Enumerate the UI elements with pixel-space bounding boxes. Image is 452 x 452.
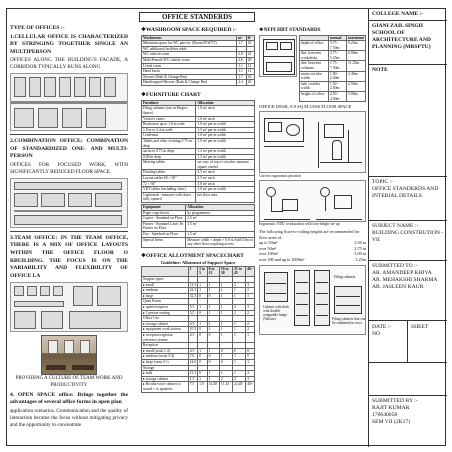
table-cell: Paper copy boxes: [142, 210, 186, 216]
combination-office-heading: 2.COMBINATION OFFICE: COMBINATION OF STANDARDIZED ONE- AND MULTI-PERSON: [10, 138, 128, 160]
sheet-cell: [408, 321, 447, 362]
submitted-to-cell: [369, 261, 447, 321]
open-office-text: application scenarios. Communication and the quality of interaction became the focus without mitigating privacy and the opportunity to concentrate: [10, 407, 128, 428]
table-cell: Filing cabinets (run in Pargter Space): [142, 106, 196, 116]
table-cell: 18: [246, 74, 254, 80]
date-label: DATE :-: [372, 324, 392, 330]
table-row: [300, 61, 366, 71]
table-header-cell: Allocation: [186, 205, 255, 211]
table-header-cell: Allocation: [196, 100, 255, 106]
submitted-by-label: SUBMITTED BY :-: [372, 398, 418, 404]
table-cell: 22.5: [189, 288, 197, 293]
table-cell: 2.50m: [347, 81, 366, 91]
title-block: [368, 9, 447, 447]
table-cell: 2.0: [237, 52, 246, 58]
table-cell: Bookcases up to 1.8 m wide: [142, 122, 196, 128]
table-header-cell: m²: [237, 35, 246, 41]
table-cell: 2: [233, 310, 246, 316]
table-cell: 2: [246, 310, 255, 316]
table-header-cell: [142, 266, 189, 276]
table-row: [142, 80, 255, 86]
submitted-by-cell: [369, 395, 447, 447]
table-cell: 1.5 m²: [186, 232, 255, 238]
table-cell: 22.48: [233, 382, 246, 392]
height-value: 3.25m: [355, 256, 366, 262]
table-row: [300, 71, 366, 81]
height-value: 2.75 m: [354, 245, 366, 251]
table-cell: 1: [207, 371, 219, 377]
table-cell: ▸ Booths/voice cabinet w. sound + or speakers: [142, 382, 189, 392]
table-cell: 2: [219, 376, 232, 382]
table-cell: Fax - Standard on Floor: [142, 232, 186, 238]
middle-column: [141, 25, 255, 445]
table-cell: Copier - Standard on Floor: [142, 216, 186, 222]
table-row: [300, 81, 366, 91]
table-cell: dist. between workdesks: [300, 51, 329, 61]
table-header-cell: ft²: [246, 35, 254, 41]
table-cell: 1.8 m to 2.4 m wide: [142, 127, 196, 133]
table-cell: 26: [246, 80, 254, 86]
table-row: [142, 106, 255, 116]
left-column: [10, 25, 128, 445]
table-cell: Storage: [142, 365, 189, 371]
table-cell: 1: [198, 282, 207, 288]
table-cell: 0: [219, 348, 232, 354]
height-value: 3.00 m: [354, 251, 366, 257]
table-header-cell: 31 to 45: [233, 266, 246, 276]
ergonomic-caption-b: Ergonomic VDU workstation with foot-height set-up: [259, 221, 340, 226]
table-cell: 1: [219, 371, 232, 377]
date-sheet-row: [369, 321, 447, 363]
submitted-to-name-1: AR. AMANDEEP KHIVA: [372, 269, 432, 276]
types-heading: TYPE OF OFFICES :-: [10, 25, 65, 31]
table-cell: WC additional facilities adult: [142, 46, 237, 52]
table-cell: 7.5: [188, 382, 197, 392]
table-cell: height of office: [300, 92, 329, 102]
table-cell: 1.7: [237, 41, 246, 47]
office-dimension-table: [299, 35, 366, 103]
table-cell: 5.5: [188, 310, 197, 316]
table-cell: ▸ bulk: [142, 371, 189, 377]
table-cell: 1: [198, 348, 207, 354]
table-cell: 2.40m: [347, 71, 366, 81]
table-cell: 1.50 - 2.50m: [328, 81, 346, 91]
table-row: [142, 160, 255, 170]
table-cell: 14.0: [189, 359, 197, 364]
subject-cell: [369, 221, 447, 261]
table-cell: ▸ storage cabinet: [142, 321, 189, 327]
table-cell: 11.43: [219, 382, 232, 392]
table-cell: 2: [246, 371, 255, 377]
table-cell: 1: [219, 293, 232, 299]
team-office-heading: 3.TEAM OFFICE: IN THE TEAM OFFICE, THERE IS A MIX OF OFFICE LAYOUTS WITHIN THE OFFICE FLOOR O RBUILDING. THE FOCUS IS ON THE VARIABILITY AND FLEXIBILITY OF OFFICE LA: [10, 234, 128, 279]
table-cell: ▸ small (seats 1-2): [142, 348, 189, 354]
table-header-cell: maximum: [348, 35, 364, 40]
table-row: [300, 41, 366, 51]
allotment-heading: ❖OFFICE ALLOTMENT SPACECHART: [141, 252, 244, 259]
table-header-cell: 6 to 15: [207, 266, 219, 276]
table-cell: ▸ quiet/reception: [142, 305, 189, 311]
furniture-table: [141, 100, 255, 203]
table-cell: 32.5: [189, 293, 197, 298]
table-cell: 5.5: [188, 305, 197, 311]
table-header-cell: 46+: [246, 266, 255, 276]
table-cell: 0: [198, 354, 207, 360]
table-row: [142, 138, 255, 148]
table-header-cell: 1: [188, 266, 197, 276]
heights-intro: The following floor-to-ceiling heights are recommended for floor areas of:: [259, 229, 360, 240]
height-area: over 200 and up to 2000m²: [259, 256, 305, 262]
height-value: 2.50 m: [354, 240, 366, 246]
equipment-table: [141, 204, 255, 248]
table-cell: Hand basin: [142, 69, 237, 75]
cabinet-caption-b: Filing cabinets: [334, 275, 356, 280]
table-cell: Reception: [142, 343, 189, 349]
height-area: over 100m²: [259, 251, 279, 257]
table-cell: ▸ equipment work station: [142, 327, 189, 333]
open-office-heading: 4. OPEN SPACE office: Brings together the advantages of several office forms in open plan: [10, 391, 128, 406]
table-cell: 1: [198, 321, 207, 327]
table-cell: 1: [219, 354, 232, 360]
table-header-cell: Washrooms: [142, 35, 237, 41]
table-cell: 3: [246, 376, 255, 382]
table-cell: 1.0 m² per m width: [196, 122, 255, 128]
table-cell: Layout tables 60 × 30": [142, 176, 196, 182]
table-cell: 1.0 m² each: [196, 106, 255, 116]
table-cell: ▸ large (seats 5+): [142, 359, 189, 365]
table-cell: 2: [233, 282, 246, 288]
table-cell: 0: [198, 371, 207, 377]
allotment-table: [141, 266, 255, 393]
table-row: [142, 237, 255, 247]
no-label: NO: [372, 331, 381, 338]
table-cell: ▸ 1 person seating: [142, 310, 189, 316]
table-cell: 40+: [246, 382, 255, 392]
drawing-sheet: [6, 8, 446, 446]
table-cell: 2.5 m² each: [196, 176, 255, 182]
table-cell: 2.5 m² each: [196, 170, 255, 176]
table-cell: 1: [219, 282, 232, 288]
table-cell: 28: [246, 58, 254, 64]
table-cell: VDT tables (including chair): [142, 187, 196, 193]
table-cell: 1: [198, 376, 207, 382]
table-cell: 3: [246, 282, 255, 288]
table-cell: 1: [198, 288, 207, 294]
semester: SEM VII (2K17): [372, 418, 411, 425]
table-cell: 0: [198, 327, 207, 333]
table-cell: surfaces 0.75 m deep: [142, 149, 196, 155]
table-cell: 2: [246, 288, 255, 294]
table-cell: 1: [198, 305, 207, 311]
table-cell: 6.00m: [347, 51, 366, 61]
table-cell: 1.0 m² per m width: [196, 133, 255, 139]
table-cell: 0: [246, 348, 255, 354]
table-row: [300, 51, 366, 61]
table-cell: 2.6: [237, 58, 246, 64]
desk-figure: [259, 111, 366, 173]
cellular-office-text: OFFICES ALONG THE BUILDING'S FACADE, A CORRIDOR TYPICALLY RUNS ALONG: [10, 57, 128, 71]
table-cell: 1.0 m² each: [196, 116, 255, 122]
right-column: [259, 25, 366, 445]
table-cell: 1: [233, 354, 246, 360]
table-cell: 10.5: [189, 327, 197, 332]
table-cell: 1: [207, 305, 219, 311]
ergonomic-figure: [259, 180, 366, 222]
table-cell: 0: [198, 293, 207, 299]
submitted-to-label: SUBMITTED TO :-: [372, 263, 418, 269]
table-cell: dist. between columns: [300, 61, 329, 71]
table-cell: Support types: [142, 277, 189, 283]
college-label: COLLEGE NAME :-: [369, 9, 447, 21]
table-cell: Cupboards - measure with doors fully opened: [142, 192, 196, 202]
table-cell: 1: [207, 282, 219, 288]
table-cell: ▸ medium: [142, 288, 189, 294]
table-cell: 12: [246, 69, 254, 75]
table-cell: Special Items: [142, 237, 186, 247]
subject-value: BUILDING CONSTRUTION -VII: [372, 229, 444, 243]
submitted-to-name-3: AR. JASLEEN KAUR: [372, 283, 424, 290]
table-cell: Credenzas: [142, 133, 196, 139]
table-cell: 4.5: [188, 348, 197, 354]
table-cell: 1.1: [237, 63, 246, 69]
table-cell: 1: [207, 348, 219, 354]
table-row: [300, 92, 366, 102]
table-cell: 1: [233, 321, 246, 327]
table-cell: 3.0 m² each: [196, 181, 255, 187]
furniture-heading: ❖FURNITURE CHART: [141, 92, 201, 99]
table-cell: main corridor width: [300, 71, 329, 81]
table-row: [142, 382, 255, 392]
table-cell: 3.75 - 7.50m: [328, 41, 346, 51]
table-cell: 14.48: [207, 382, 219, 392]
table-cell: 1.5: [188, 376, 197, 382]
table-header-cell: Equipment: [142, 205, 186, 211]
table-cell: 0: [198, 359, 207, 365]
table-cell: 9.25m: [347, 41, 366, 51]
table-cell: 1: [233, 293, 246, 299]
subject-label: SUBJECT NAME :-: [372, 223, 419, 229]
table-header-cell: Furniture: [142, 100, 196, 106]
desk-heading: OFFICE DESK, 8.9 SQ M LESS FLOOR SPACE: [259, 104, 352, 110]
table-cell: 1.8: [198, 382, 207, 392]
table-cell: 1: [219, 333, 232, 343]
table-cell: 0: [207, 359, 219, 365]
table-cell: 0: [207, 354, 219, 360]
table-cell: 1: [219, 327, 232, 333]
table-cell: 1: [246, 293, 255, 299]
table-cell: 0: [207, 293, 219, 299]
table-cell: 0: [198, 333, 207, 343]
table-cell: Quiet Room: [142, 299, 189, 305]
table-row: [142, 221, 255, 231]
table-cell: Visitor's chairs: [142, 116, 196, 122]
table-cell: ▸ storage cabinet: [142, 376, 189, 382]
table-cell: 1.7: [237, 74, 246, 80]
table-cell: 3: [246, 305, 255, 311]
table-cell: 13.5: [189, 371, 197, 376]
table-cell: by programmer: [186, 210, 255, 216]
table-cell: 11.25m: [347, 61, 366, 71]
submitted-by-name: RAJIT KUMAR: [372, 404, 410, 411]
table-cell: 4.5: [188, 333, 197, 343]
table-cell: 13.5: [189, 282, 197, 287]
table-cell: Measure width × depth + 0.8 m Add 0.5m to any other floor requiring access: [187, 237, 253, 247]
allotment-subtitle: Guideline: Allotment of Support Space: [160, 260, 236, 266]
table-cell: 0.90 m deep: [142, 154, 196, 160]
table-cell: Meeting tables: [142, 160, 196, 170]
table-cell: 1.2 m² per m width: [196, 149, 255, 155]
table-cell: 2: [233, 376, 246, 382]
office-plan-figure: [259, 35, 297, 77]
table-cell: WC cubicle room: [142, 52, 237, 58]
table-cell: ▸ reception registrar reference station: [142, 333, 189, 343]
table-cell: 1.75 - 7.50m: [328, 61, 346, 71]
table-cell: Shower (Bath & Change Rm): [142, 74, 237, 80]
table-cell: Printer - Standard Laser Jet Printer on Floor: [142, 221, 186, 231]
cellular-office-heading: 1.CELLULAR OFFICE IS CHARACTERIZED BY STRINGING TOGETHER SINGLE AN MULTIPERSON: [10, 33, 128, 55]
table-cell: 3.75 - 5.25m: [328, 51, 346, 61]
table-cell: 0: [246, 354, 255, 360]
table-header-cell: 1 to 5: [198, 266, 207, 276]
table-cell: set vary of top of circular; measure square cm/m2: [196, 160, 255, 170]
table-cell: 4.5: [188, 321, 197, 327]
team-office-plan: [10, 282, 128, 332]
table-cell: Tables and other working 0.75 m deep: [142, 138, 196, 148]
table-cell: Urinal room: [142, 63, 237, 69]
table-cell: 1: [207, 321, 219, 327]
sheet-label: SHEET: [411, 324, 429, 330]
topic-cell: [369, 177, 447, 221]
table-cell: 2.4: [237, 80, 246, 86]
table-cell: ▸ small: [142, 282, 189, 288]
table-cell: 1: [233, 327, 246, 333]
table-cell: 1: [233, 333, 246, 343]
table-header-cell: 16 to 30: [219, 266, 232, 276]
washroom-table: [141, 35, 255, 86]
height-area: over 50m²: [259, 245, 277, 251]
table-cell: 1: [246, 333, 255, 343]
table-cell: 1: [219, 310, 232, 316]
submitted-to-name-2: AR. MEHAKSHI SHARMA: [372, 276, 438, 283]
combination-office-text: OFFICES FOR FOCUSED WORK, WITH SIGNIFICANTLY REDUCED FLOOR SPACE.: [10, 161, 128, 175]
table-cell: 1: [219, 305, 232, 311]
table-cell: 2.5 m²: [186, 216, 255, 222]
table-header-cell: normal: [328, 35, 346, 41]
table-cell: 2.50 - 4.00m: [328, 92, 346, 102]
topic-value: OFFICE STANDERDS AND INTERIAL DETAILS: [372, 185, 439, 199]
table-cell: 0: [219, 359, 232, 365]
topic-label: TOPIC :-: [372, 179, 393, 185]
table-cell: 18: [246, 41, 254, 47]
table-cell: Minimum space for WC pan etc. (Room PLWTT): [142, 41, 237, 47]
table-cell: 22: [246, 52, 254, 58]
combination-office-plan: [10, 178, 128, 228]
date-cell: [369, 321, 408, 362]
table-cell: 0: [233, 348, 246, 354]
table-cell: 1: [233, 288, 246, 294]
roll-number: 170640058: [372, 411, 398, 418]
table-cell: net floor area: [196, 192, 255, 202]
washroom-heading: ❖WASHROOM SPACE REQUIRED :-: [141, 27, 237, 33]
table-cell: ▸ large: [142, 293, 189, 299]
table-row: [142, 192, 255, 202]
table-cell: 72 × 36": [142, 181, 196, 187]
table-cell: depth of office: [300, 41, 329, 51]
table-cell: 2: [246, 321, 255, 327]
note-label: NOTE: [369, 65, 447, 177]
table-row: [142, 333, 255, 343]
table-cell: 1.0 m² per m width: [196, 138, 255, 148]
table-cell: 1.5 m²: [186, 221, 255, 231]
table-cell: 1: [219, 288, 232, 294]
table-cell: 0: [207, 333, 219, 343]
table-cell: 7.0: [188, 354, 197, 360]
table-cell: 1: [207, 288, 219, 294]
ceiling-heights: [259, 229, 366, 262]
table-cell: Office Use: [142, 316, 189, 322]
cabinet-caption-a: Cabinet with desk with double wrappable hinge (Nelson): [263, 305, 289, 321]
table-cell: ▸ medium (seats 3-4): [142, 354, 189, 360]
table-row: [142, 41, 255, 47]
photo-caption: PROVIDING A CULTURE OF TEAM WORK AND PRODUCTIVITY: [15, 376, 123, 388]
table-cell: 0: [198, 310, 207, 316]
table-cell: 1: [233, 371, 246, 377]
table-cell: 1: [207, 310, 219, 316]
table-cell: 1.0 m² per m width: [196, 187, 255, 193]
table-cell: 1: [246, 359, 255, 365]
table-cell: 2: [246, 327, 255, 333]
cabinet-figure: [259, 265, 366, 335]
table-cell: Drafting tables: [142, 170, 196, 176]
table-cell: 1: [207, 376, 219, 382]
cabinet-caption-c: Filing cabinets that can be combined in rows: [332, 317, 366, 326]
table-cell: 1.5 m² per m width: [196, 127, 255, 133]
table-cell: 12: [246, 63, 254, 69]
table-cell: 5.00m: [347, 92, 366, 102]
cellular-office-plan: [10, 73, 128, 131]
standards-heading: ❖NFPI HBT STANDARDS: [259, 27, 321, 33]
table-cell: side corridor width: [300, 81, 329, 91]
blank-cell: [369, 363, 447, 387]
college-name: GIANI ZAIL SINGH SCHOOL OF ARCHITECTURE AND PLANNING (MRSPTU): [369, 21, 447, 65]
table-cell: 1.80 - 2.40m: [328, 71, 346, 81]
table-cell: 1: [233, 359, 246, 365]
table-cell: 2: [233, 305, 246, 311]
ergonomic-caption-a: Correct ergonomic position: [259, 173, 301, 178]
team-office-photo: [41, 335, 97, 375]
table-cell: Handicapped Shower (Bath & Change Rm): [142, 80, 237, 86]
table-cell: 1.5 m² per m width: [196, 154, 255, 160]
page-title: OFFICE STANDERDS: [139, 12, 255, 22]
table-cell: 1: [219, 321, 232, 327]
table-cell: Male/Female WC cubicle room: [142, 58, 237, 64]
height-row: [259, 257, 366, 262]
table-cell: 1: [207, 327, 219, 333]
height-area: up to 50m²: [259, 240, 278, 246]
table-cell: 1.1: [237, 69, 246, 75]
